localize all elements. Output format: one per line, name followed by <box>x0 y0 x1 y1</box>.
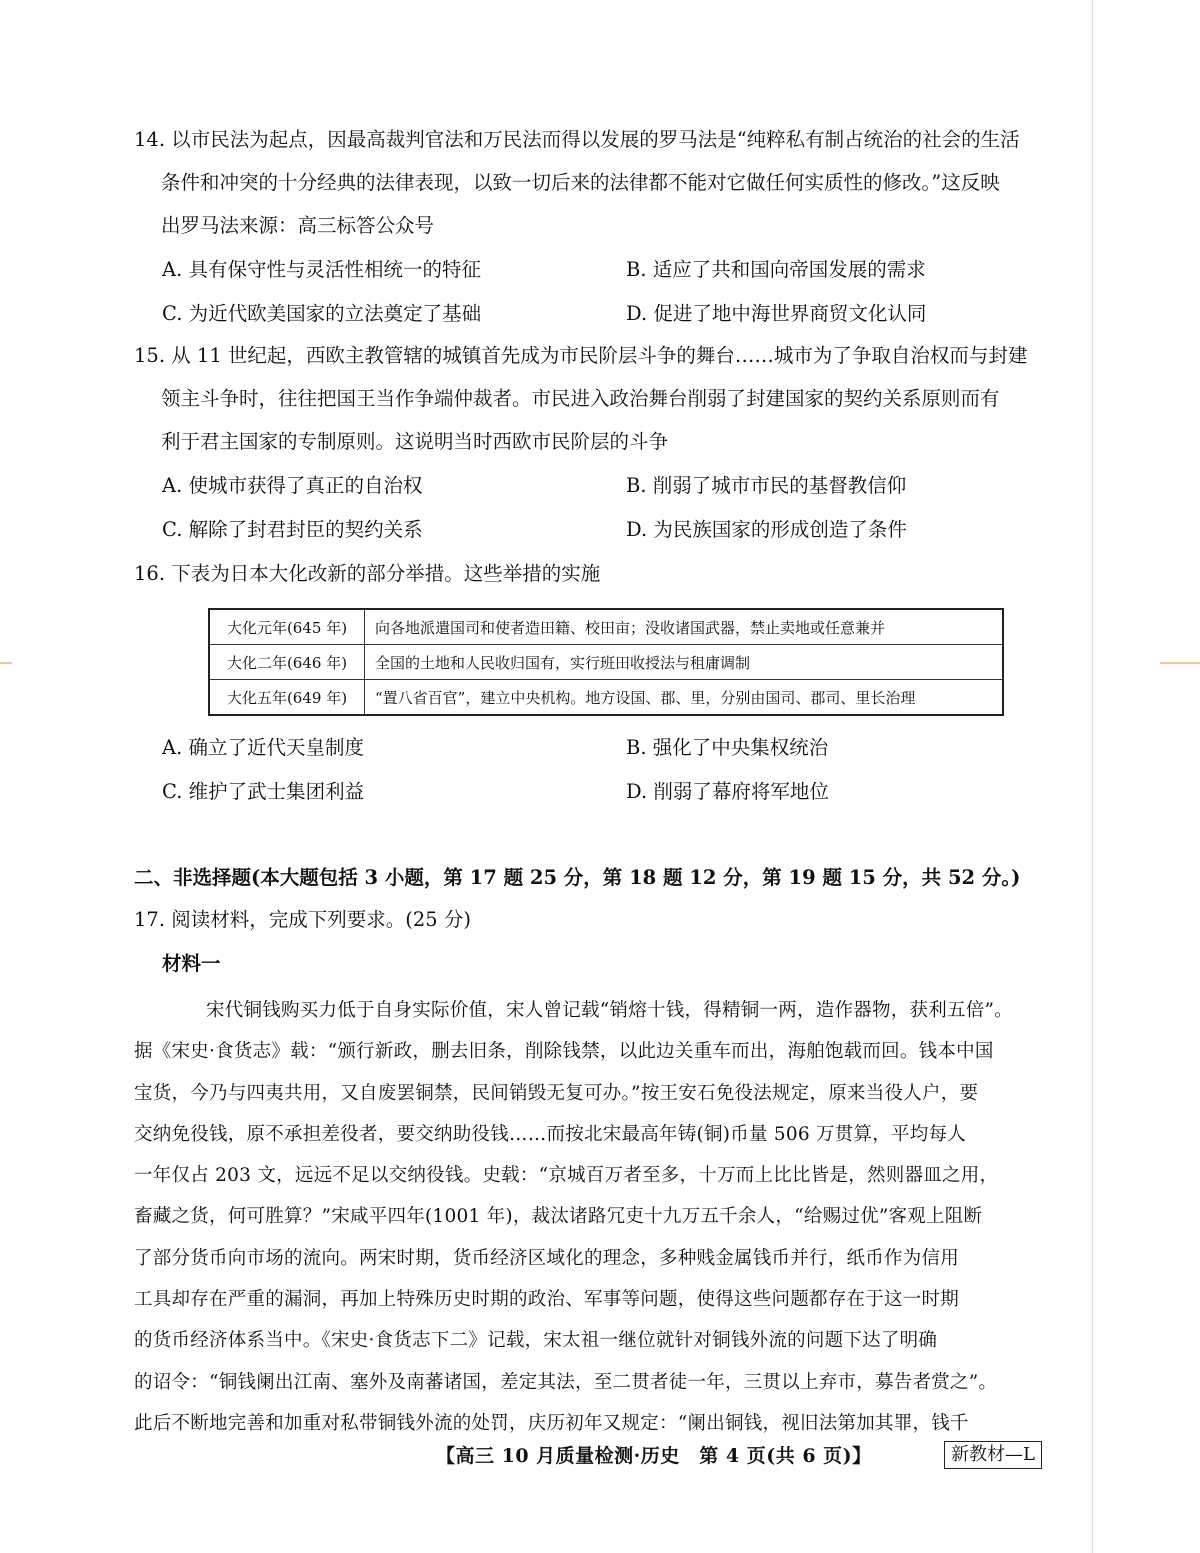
question-14-options <box>162 248 1042 336</box>
passage-line: 宝货，今乃与四夷共用，又自废罢铜禁，民间销毁无复可办。”按王安石免役法规定，原来当役人户，要 <box>134 1082 979 1104</box>
q16-option-c: C. 维护了武士集团利益 <box>162 780 365 803</box>
passage-line: 了部分货币向市场的流向。两宋时期，货币经济区域化的理念，多种贱金属钱币并行，纸币作为信用 <box>134 1247 960 1269</box>
left-margin-mark <box>0 662 12 664</box>
q14-option-a: A. 具有保守性与灵活性相统一的特征 <box>162 258 481 281</box>
table-row <box>209 645 1003 680</box>
question-14-line-1: 14. 以市民法为起点，因最高裁判官法和万民法而得以发展的罗马法是“纯粹私有制占统治的社会的生活 <box>134 128 1020 151</box>
material-label: 材料一 <box>162 952 221 975</box>
q16-option-d: D. 削弱了幕府将军地位 <box>626 780 829 803</box>
q14-option-b: B. 适应了共和国向帝国发展的需求 <box>626 258 926 281</box>
q15-option-d: D. 为民族国家的形成创造了条件 <box>626 518 907 541</box>
table-cell-year: 大化二年(646 年) <box>209 645 365 680</box>
question-14-line-3: 出罗马法来源：高三标答公众号 <box>161 214 435 237</box>
table-row <box>209 680 1003 716</box>
question-16 <box>134 552 1054 595</box>
question-15-line-3: 利于君主国家的专制原则。这说明当时西欧市民阶层的斗争 <box>161 430 669 453</box>
passage-line: 的诏令：“铜钱阑出江南、塞外及南蕃诸国，差定其法，至二贯者徒一年，三贯以上弃市，募告者赏之”。 <box>134 1371 998 1393</box>
q16-option-b: B. 强化了中央集权统治 <box>626 736 829 759</box>
material-passage <box>134 990 1052 1444</box>
q15-option-a: A. 使城市获得了真正的自治权 <box>162 474 423 497</box>
question-15 <box>134 334 1054 463</box>
question-17-stem: 17. 阅读材料，完成下列要求。(25 分) <box>134 908 471 931</box>
question-16-options <box>162 726 1042 814</box>
q14-option-c: C. 为近代欧美国家的立法奠定了基础 <box>162 302 482 325</box>
table-cell-year: 大化元年(645 年) <box>209 609 365 645</box>
edition-badge: 新教材—L <box>944 1441 1042 1469</box>
section-title: 二、非选择题(本大题包括 3 小题，第 17 题 25 分，第 18 题 12 分，第 19 题 15 分，共 52 分。) <box>134 866 1021 889</box>
question-16-stem: 16. 下表为日本大化改新的部分举措。这些举措的实施 <box>134 562 601 585</box>
question-15-options <box>162 464 1042 552</box>
question-15-line-2: 领主斗争时，往往把国王当作争端仲裁者。市民进入政治舞台削弱了封建国家的契约关系原则而有 <box>161 387 1000 410</box>
passage-line: 宋代铜钱购买力低于自身实际价值，宋人曾记载“销熔十钱，得精铜一两，造作器物，获利五倍”。 <box>206 1000 1013 1021</box>
table-row <box>209 609 1003 645</box>
page-footer <box>0 1441 1200 1471</box>
table-cell-measure: 全国的土地和人民收归国有，实行班田收授法与租庸调制 <box>365 645 1004 680</box>
scan-fold-line <box>1092 0 1093 1553</box>
taika-reform-table <box>208 608 1004 716</box>
passage-line: 交纳免役钱，原不承担差役者，要交纳助役钱……而按北宋最高年铸(铜)币量 506 万贯算，平均每人 <box>134 1123 967 1145</box>
q15-option-c: C. 解除了封君封臣的契约关系 <box>162 518 423 541</box>
passage-line: 此后不断地完善和加重对私带铜钱外流的处罚，庆历初年又规定：“阑出铜钱，视旧法第加其罪，钱千 <box>134 1412 969 1434</box>
table-cell-measure: 向各地派遣国司和使者造田籍、校田亩；没收诸国武器，禁止卖地或任意兼并 <box>365 609 1004 645</box>
table-cell-year: 大化五年(649 年) <box>209 680 365 716</box>
question-14 <box>134 118 1054 247</box>
passage-line: 的货币经济体系当中。《宋史·食货志下二》记载，宋太祖一继位就针对铜钱外流的问题下达了明确 <box>134 1330 938 1352</box>
q16-option-a: A. 确立了近代天皇制度 <box>162 736 364 759</box>
passage-line: 畜藏之货，何可胜算？”宋咸平四年(1001 年)，裁汰诸路冗吏十九万五千余人，“给赐过优”客观上阻断 <box>134 1206 983 1228</box>
passage-line: 一年仅占 203 文，远远不足以交纳役钱。史载：“京城百万者至多，十万而上比比皆是，然则器皿之用， <box>134 1165 999 1187</box>
table-cell-measure: “置八省百官”，建立中央机构。地方设国、郡、里，分别由国司、郡司、里长治理 <box>365 680 1004 716</box>
question-14-line-2: 条件和冲突的十分经典的法律表现，以致一切后来的法律都不能对它做任何实质性的修改。”这反映 <box>161 171 1000 194</box>
q15-option-b: B. 削弱了城市市民的基督教信仰 <box>626 474 907 497</box>
question-15-line-1: 15. 从 11 世纪起，西欧主教管辖的城镇首先成为市民阶层斗争的舞台……城市为了争取自治权而与封建 <box>134 344 1028 367</box>
right-margin-mark <box>1160 662 1200 664</box>
footer-title: 【高三 10 月质量检测·历史 第 4 页(共 6 页)】 <box>436 1445 872 1467</box>
passage-line: 据《宋史·食货志》载：“颁行新政，删去旧条，削除钱禁，以此边关重车而出，海舶饱载而回。钱本中国 <box>134 1041 994 1063</box>
passage-line: 工具却存在严重的漏洞，再加上特殊历史时期的政治、军事等问题，使得这些问题都存在于这一时期 <box>134 1289 960 1311</box>
q14-option-d: D. 促进了地中海世界商贸文化认同 <box>626 302 927 325</box>
